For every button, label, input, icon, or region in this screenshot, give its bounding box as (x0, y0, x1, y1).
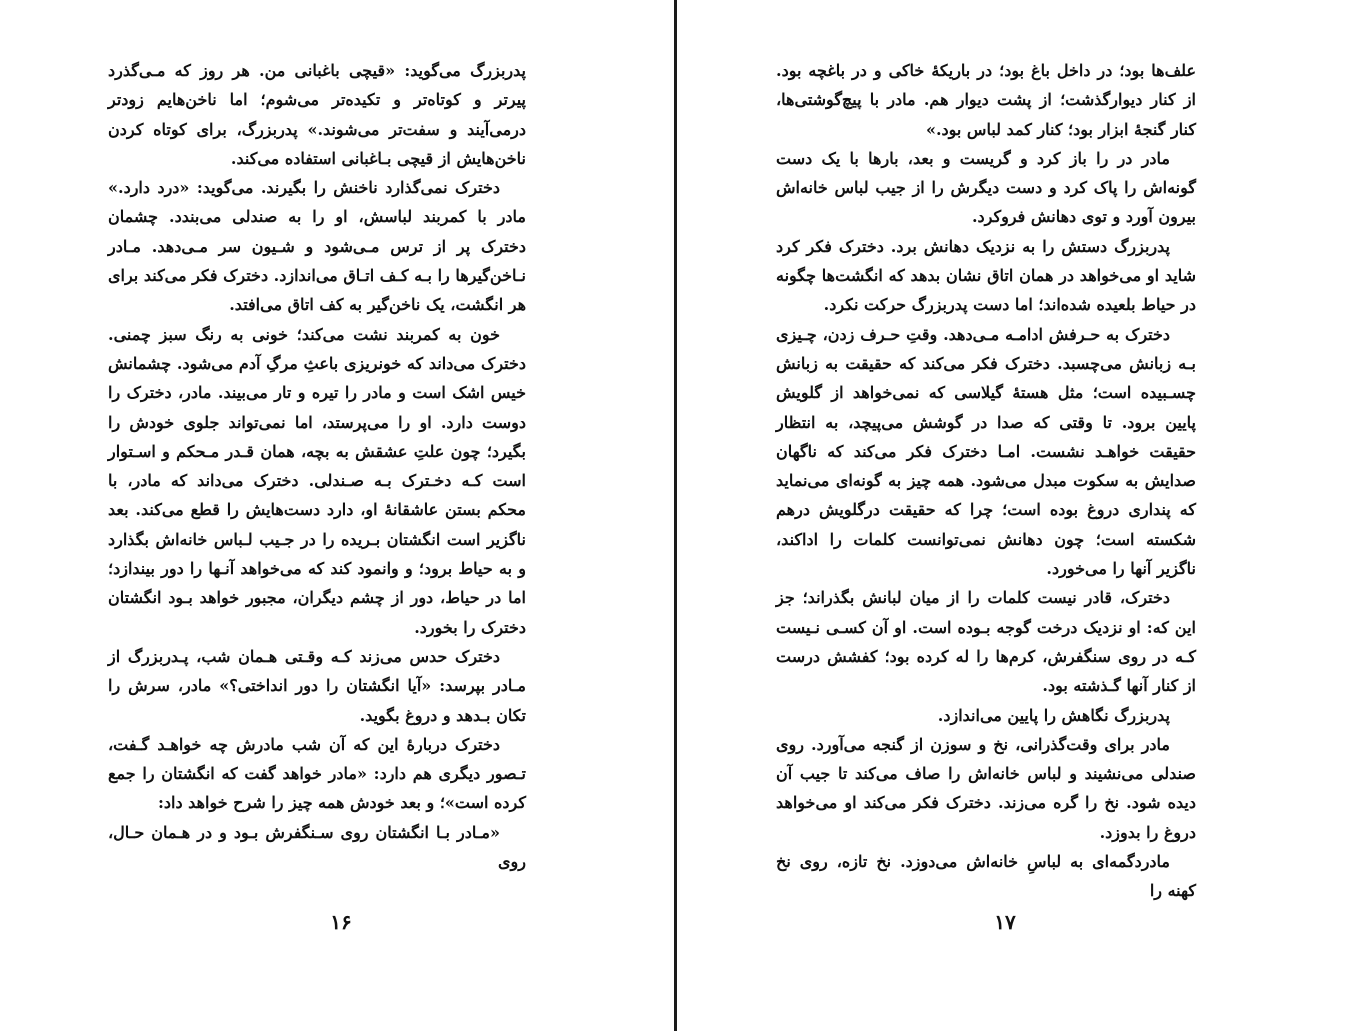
left-page-text (108, 56, 526, 876)
right-page-text (776, 56, 1196, 906)
paragraph: مادر برای وقت‌گذرانی، نخ و سوزن از گنجه می‌آورد. روی صندلی می‌نشیند و لباس خانه‌اش را صاف می‌کند تا جیب آن دیده شود. نخ را گره می‌زند. دخترک فکر می‌کند او می‌خواهد دروغ را بدوزد. (776, 734, 1196, 842)
paragraph: پدربزرگ می‌گوید: «قیچی باغبانی من. هر روز که مـی‌گذرد پیرتر و کوتاه‌تر و تکیده‌تر می‌شوم؛ اما ناخن‌هایم زودتر درمی‌آیند و سفت‌تر می‌شوند.» پدربزرگ، برای کوتاه کردن ناخن‌هایش از قیچی بـاغبانی استفاده می‌کند. (108, 61, 526, 168)
paragraph: دخترک، قادر نیست کلمات را از میان لبانش بگذراند؛ جز این که: او نزدیک درخت گوجه بـوده است. او آن کسـی نـیست کـه در روی سنگفرش، کرم‌ها را له کرده بود؛ کفشش درست از کنار آنها گـذشته بود. (776, 588, 1196, 696)
paragraph: پدربزرگ نگاهش را پایین می‌اندازد. (937, 705, 1170, 725)
paragraph: دخترک دربارهٔ این که آن شب مادرش چه خواهـد گـفت، تـصور دیگری هم دارد: «مادر خواهد گفت که انگشتان را جمع کرده است»؛ و بعد خودش همه چیز را شرح خواهد داد: (108, 734, 526, 813)
paragraph: دخترک نمی‌گذارد ناخنش را بگیرند. می‌گوید: «درد دارد.» مادر با کمربند لباسش، او را به صندلی می‌بندد. چشمان دخترک پر از ترس مـی‌شود و شـیون سر مـی‌دهد. مـادر نـاخن‌گیرها را بـه کـف اتـاق می‌اندازد. دخترک فکر می‌کند برای هر انگشت، یک ناخن‌گیر به کف اتاق می‌افتد. (108, 178, 526, 315)
paragraph: علف‌ها بود؛ در داخل باغ بود؛ در باریکهٔ خاکی و در باغچه بود. از کنار دیوارگذشت؛ از پشت دیوار هم. مادر با پیچ‌گوشتی‌ها، کنار گنجهٔ ابزار بود؛ کنار کمد لباس بود.» (776, 61, 1196, 139)
paragraph: پدربزرگ دستش را به نزدیک دهانش برد. دخترک فکر کرد شاید او می‌خواهد در همان اتاق نشان بدهد که انگشت‌ها چگونه در حیاط بلعیده شده‌اند؛ اما دست پدربزرگ حرکت نکرد. (776, 236, 1196, 315)
page-number-right: ۱۷ (994, 910, 1016, 934)
paragraph: دخترک حدس می‌زند کـه وقـتی هـمان شب، پـدربزرگ از مـادر بپرسد: «آیا انگشتان را دور انداختی؟» مادر، سرش را تکان بـدهد و دروغ بگوید. (108, 646, 526, 725)
paragraph: مادر در را باز کرد و گریست و بعد، بارها با یک دست گونه‌اش را پاک کرد و دست دیگرش را از جیب لباس خانه‌اش بیرون آورد و توی دهانش فروکرد. (776, 148, 1196, 227)
paragraph: خون به کمربند نشت می‌کند؛ خونی به رنگ سبز چمنی. دخترک می‌داند که خونریزی باعثِ مرگِ آدم می‌شود. چشمانش خیس اشک است و مادر را تیره و تار می‌بیند. مادر، دخترک را دوست دارد. او را می‌پرستد، اما نمی‌تواند جلوی خودش را بگیرد؛ چون علتِ عشقش به بچه، همان قـدر مـحکم و اسـتوار است کـه دخـترک بـه صـندلی. دخترک می‌داند که مادر، با محکم بستن عاشقانهٔ او، دارد دست‌هایش را قطع می‌کند. بعد ناگزیر است انگشتان بـریده را در جـیب لـباس خانه‌اش بگذارد و به حیاط برود؛ و وانمود کند که می‌خواهد آنـها را دور بیندازد؛ اما در حیاط، دور از چشم دیگران، مجبور خواهد بـود انگشتان دخترک را بخورد. (108, 324, 526, 637)
paragraph: «مـادر بـا انگشتان روی سـنگفرش بـود و در هـمان حـال، روی (108, 822, 526, 872)
paragraph: دخترک به حـرفش ادامـه مـی‌دهد. وقتِ حـرف زدن، چـیزی بـه زبانش می‌چسبد. دخترک فکر می‌کند که حقیقت به زبانش چسـبیده است؛ مثل هستهٔ گیلاسی که نمی‌خواهد از گلویش پایین برود. تا وقتی که صدا در گوشش می‌پیچد، به انتظار حقیقت خواهـد نشست. امـا دخترک فکر می‌کند که ناگهان صدایش به سکوت مبدل می‌شود. همه چیز به گونه‌ای می‌نماید که پنداری دروغ بوده است؛ چرا که حقیقت درگلویش درهم شکسته است؛ چون دهانش نمی‌توانست کلمات را اداکند، ناگزیر آنها را می‌خورد. (776, 324, 1196, 579)
page-gutter-divider (674, 0, 677, 1031)
page-number-left: ۱۶ (330, 910, 352, 934)
paragraph: مادردگمه‌ای به لباسِ خانه‌اش می‌دوزد. نخ تازه، روی نخ کهنه را (776, 852, 1196, 901)
